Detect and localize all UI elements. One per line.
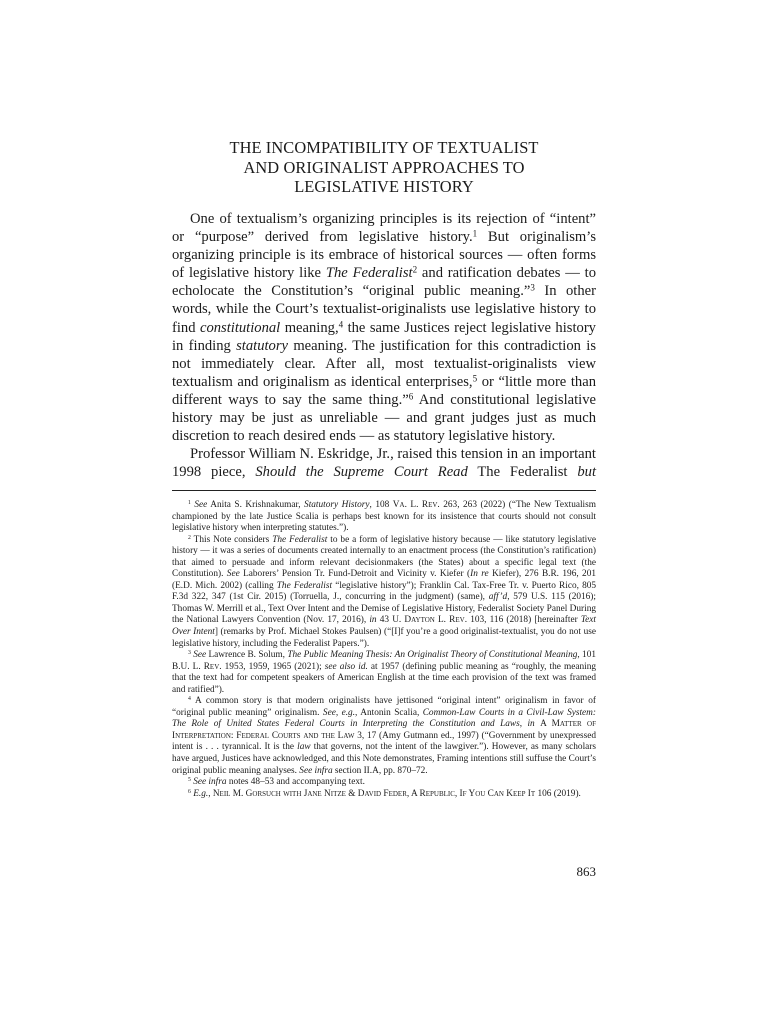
footnote-text-run: See infra bbox=[299, 765, 333, 776]
title-line-3: LEGISLATIVE HISTORY bbox=[294, 177, 474, 196]
footnote-3 bbox=[172, 650, 596, 696]
footnote-text-run: The Federalist bbox=[272, 534, 328, 545]
body-text-run: constitutional bbox=[199, 319, 281, 336]
footnote-text-run: Common-Law Courts in a Civil-Law System: The Role of United States Federal Courts in Interpreting the Constitution and Laws bbox=[172, 707, 596, 730]
footnote-text-run: , bbox=[519, 719, 528, 730]
footnote-text-run: see also id. bbox=[324, 661, 368, 672]
body-text-run: Professor William N. Eskridge, Jr., raised this tension in an important 1998 piece, bbox=[172, 446, 596, 481]
footnote-text-run: section II.A, pp. 870–72. bbox=[332, 765, 428, 776]
body-text-run: the same Justices reject legislative history in finding bbox=[172, 319, 596, 354]
footnote-text-run: aff’d bbox=[488, 592, 508, 603]
footnote-4 bbox=[172, 696, 596, 777]
footnote-text-run: The Public Meaning Thesis: An Originalist Theory of Constitutional Meaning bbox=[287, 650, 578, 661]
footnote-text-run: In re bbox=[470, 569, 489, 580]
page-number: 863 bbox=[576, 864, 596, 879]
body-text-run: And constitutional legislative history may be just as unreliable — and grant judges just as much discretion to reach desired ends — as statutory legislative history. bbox=[172, 391, 596, 445]
footnote-text-run: The Federalist bbox=[276, 580, 333, 591]
footnote-text-run: Va. L. Rev. bbox=[392, 500, 440, 510]
footnotes bbox=[172, 500, 596, 800]
footnote-text-run: Neil M. Gorsuch with Jane Nitze & David Feder, A Republic, If You Can Keep It bbox=[212, 788, 536, 799]
footnote-2 bbox=[172, 535, 596, 650]
footnote-number: 4 bbox=[188, 696, 191, 703]
footnote-text-run: 43 U. bbox=[376, 615, 405, 626]
body-text-run: The Federalist bbox=[325, 265, 413, 282]
body-text-run: meaning, bbox=[280, 319, 339, 336]
footnote-text-run: , 108 bbox=[369, 500, 393, 510]
body-text-run: Should the Supreme Court Read bbox=[255, 464, 468, 481]
body-text-run: meaning. The justification for this contradiction is not immediately clear. After all, most textualist-originalists view textualism and originalism as identical enterprises, bbox=[172, 337, 596, 390]
footnote-text-run: “legislative history”); Franklin Cal. Tax-Free Tr. v. Puerto Rico, 805 F.3d 322, 347 (1st Cir. 2015) (Torruella, J., concurring in the judgment) (same), bbox=[172, 580, 597, 603]
body-text-run: One of textualism’s organizing principles is its rejection of “intent” or “purpose” derived from legislative history. bbox=[172, 211, 596, 246]
footnote-text-run: Laborers’ Pension Tr. Fund-Detroit and Vicinity v. Kiefer ( bbox=[239, 569, 471, 580]
footnote-text-run: ] (remarks by Prof. Michael Stokes Paulsen) (“[I]f you’re a good originalist-textualist, you do not use legislative history, including the Federalist Papers.”). bbox=[172, 627, 596, 649]
footnote-reference: 5 bbox=[472, 373, 478, 384]
body-paragraph-2 bbox=[172, 445, 596, 481]
footnote-1 bbox=[172, 500, 596, 535]
footnote-text-run: to be a form of legislative history because — like statutory legislative history — it was a series of documents created internally to an enactment process (the Constitution’s ratification) that aimed to persuade and inform relevant decisionmakers (the States) about a specific legal text (the Constitution). bbox=[172, 534, 597, 580]
footnote-number: 6 bbox=[188, 788, 191, 795]
footnote-text-run: See, e.g. bbox=[322, 707, 356, 718]
footnote-text-run: , Antonin Scalia, bbox=[355, 707, 423, 718]
footnote-text-run: that governs, not the intent of the lawgiver.”). However, as many scholars have argued, Justices have acknowledged, and this Note demonstrates, Framing intentions still suffuse the Court’s original public meaning analyses. bbox=[172, 742, 597, 776]
footnote-reference: 1 bbox=[472, 228, 478, 239]
footnote-text-run: 1953, 1959, 1965 (2021); bbox=[221, 661, 325, 672]
footnote-reference: 3 bbox=[530, 282, 535, 293]
body-text-run: or “little more than different ways to say the same thing.” bbox=[172, 373, 596, 408]
footnote-number: 2 bbox=[188, 534, 191, 541]
footnote-text-run: Text Over Intent bbox=[172, 615, 596, 638]
footnote-text-run: 263, 263 (2022) (“The New Textualism championed by the late Justice Scalia is perhaps best known for its insistence that courts should not consult legislative history when interpreting statutes.”). bbox=[172, 500, 596, 534]
footnote-text-run: , 579 U.S. 115 (2016); Thomas W. Merrill et al., Text Over Intent and the Demise of Legislative History, Federalist Society Panel During the National Lawyers Convention (Nov. 17, 2016), bbox=[172, 592, 596, 626]
title-line-1: THE INCOMPATIBILITY OF TEXTUALIST bbox=[229, 138, 539, 157]
footnote-text-run: Dayton L. Rev. bbox=[404, 615, 468, 626]
article-title bbox=[172, 138, 596, 197]
footnote-text-run: law bbox=[297, 742, 311, 753]
footnote-text-run: 106 (2019). bbox=[535, 788, 581, 799]
footnote-text-run: , 101 B.U. L. bbox=[172, 650, 596, 672]
footnote-text-run: notes 48–53 and accompanying text. bbox=[226, 777, 365, 788]
footnote-text-run: Anita S. Krishnakumar, bbox=[207, 500, 305, 510]
body-paragraph-1 bbox=[172, 210, 596, 445]
footnote-6 bbox=[172, 789, 596, 801]
footnote-text-run: This Note considers bbox=[193, 534, 273, 545]
footnote-text-run: Lawrence B. Solum, bbox=[206, 650, 288, 661]
footnote-text-run: 103, 116 (2018) [hereinafter bbox=[467, 615, 581, 626]
footnote-text-run: 3, 17 (Amy Gutmann ed., 1997) (“Government by unexpressed intent is . . . tyrannical. It is the bbox=[172, 730, 596, 753]
footnote-number: 3 bbox=[188, 650, 191, 657]
body-text-run: but bbox=[577, 464, 596, 481]
body-text-run: The Federalist bbox=[467, 464, 578, 481]
footnote-text-run: Statutory History bbox=[304, 500, 370, 510]
footnote-number: 5 bbox=[188, 777, 191, 784]
body-text-run: statutory bbox=[236, 337, 289, 354]
footnote-text-run: E.g. bbox=[193, 788, 209, 799]
body-text-run: and ratification debates — to echolocate the Constitution’s “original public meaning.” bbox=[172, 265, 596, 300]
footnote-text-run: See bbox=[193, 650, 207, 661]
footnote-text-run: in bbox=[527, 719, 535, 730]
footnote-text-run: A common story is that modern originalists have jettisoned “original intent” originalism in favor of “original public meaning” originalism. bbox=[172, 696, 596, 718]
footnote-reference: 2 bbox=[412, 264, 418, 275]
footnote-text-run: in bbox=[369, 615, 377, 626]
footnote-reference: 6 bbox=[408, 391, 414, 402]
footnote-rule bbox=[172, 490, 596, 491]
footnote-text-run: See infra bbox=[193, 777, 227, 788]
footnote-reference: 4 bbox=[338, 319, 344, 330]
footnote-text-run: Kiefer), 276 B.R. 196, 201 (E.D. Mich. 2002) (calling bbox=[172, 569, 596, 591]
footnote-text-run: Rev. bbox=[203, 661, 222, 672]
footnote-text-run: , bbox=[208, 788, 213, 799]
footnote-5 bbox=[172, 777, 596, 789]
footnote-text-run: See bbox=[194, 500, 208, 510]
body-text-run: But originalism’s organizing principle is its embrace of historical sources — often forms of legislative history like bbox=[172, 229, 597, 282]
footnote-number: 1 bbox=[188, 500, 191, 507]
footnote-text-run: at 1957 (defining public meaning as “roughly, the meaning that the text had for competent speakers of American English at the time each provision of the text was framed and ratified”). bbox=[172, 661, 597, 695]
footnote-text-run: See bbox=[226, 569, 240, 580]
body-text bbox=[172, 210, 596, 481]
body-text-run: In other words, while the Court’s textualist-originalists use legislative history to find bbox=[172, 283, 596, 336]
title-line-2: AND ORIGINALIST APPROACHES TO bbox=[243, 157, 525, 177]
footnote-text-run: A Matter of Interpretation: Federal Courts and the Law bbox=[172, 719, 597, 741]
